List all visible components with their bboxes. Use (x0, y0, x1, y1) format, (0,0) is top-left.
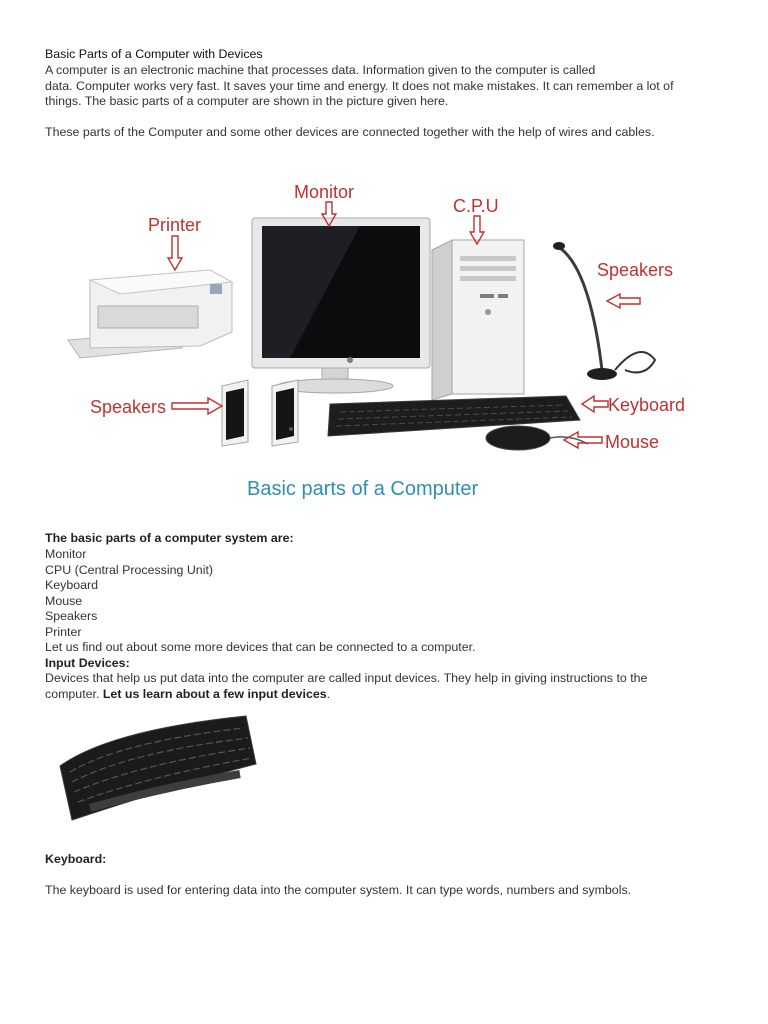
connected-paragraph: These parts of the Computer and some other devices are connected together with the help of wires and cables. (45, 125, 655, 139)
label-printer: Printer (148, 215, 202, 235)
parts-list-item: Monitor (45, 547, 87, 561)
mouse-illustration (486, 426, 588, 450)
input-text-plain: computer. (45, 687, 103, 701)
keyboard-heading: Keyboard: (45, 852, 107, 866)
desk-speakers-illustration (222, 380, 298, 446)
input-text-period: . (326, 687, 331, 701)
parts-list-item: Printer (45, 625, 82, 639)
arrow-speakers-left (172, 398, 222, 414)
keyboard-photo (50, 708, 260, 828)
keyboard-paragraph: The keyboard is used for entering data into the computer system. It can type words, numbers and symbols. (45, 883, 632, 897)
input-text-bold: Let us learn about a few input devices (102, 687, 327, 701)
intro-line-3: things. The basic parts of a computer are shown in the picture given here. (45, 94, 449, 108)
cpu-illustration (432, 240, 524, 400)
parts-list-item: Mouse (45, 594, 83, 608)
printer-illustration (68, 270, 232, 358)
intro-line-1: A computer is an electronic machine that processes data. Information given to the computer is called (45, 63, 596, 77)
label-speakers-right: Speakers (597, 260, 674, 280)
document-title: Basic Parts of a Computer with Devices (45, 47, 263, 61)
more-devices-text: Let us find out about some more devices that can be connected to a computer. (45, 640, 476, 654)
parts-list-item: CPU (Central Processing Unit) (45, 563, 214, 577)
label-cpu: C.P.U (453, 196, 499, 216)
label-speakers-left: Speakers (90, 397, 167, 417)
parts-heading: The basic parts of a computer system are: (45, 531, 294, 545)
label-mouse: Mouse (605, 432, 660, 452)
monitor-illustration (252, 218, 430, 393)
input-devices-line-2 (45, 687, 330, 703)
intro-line-2: data. Computer works very fast. It saves your time and energy. It does not make mistakes. It can remember a lot of (45, 79, 674, 93)
parts-list-item: Keyboard (45, 578, 99, 592)
figure-caption: Basic parts of a Computer (247, 478, 479, 500)
computer-parts-figure (60, 160, 740, 510)
label-monitor: Monitor (294, 182, 355, 202)
input-devices-heading: Input Devices: (45, 656, 130, 670)
arrow-speakers-right (607, 294, 640, 308)
label-keyboard: Keyboard (608, 395, 686, 415)
arrow-mouse (564, 432, 602, 448)
arrow-keyboard (582, 396, 608, 412)
parts-list-item: Speakers (45, 609, 98, 623)
arrow-printer (168, 236, 182, 270)
input-devices-line-1: Devices that help us put data into the computer are called input devices. They help in giving instructions to the (45, 671, 648, 685)
